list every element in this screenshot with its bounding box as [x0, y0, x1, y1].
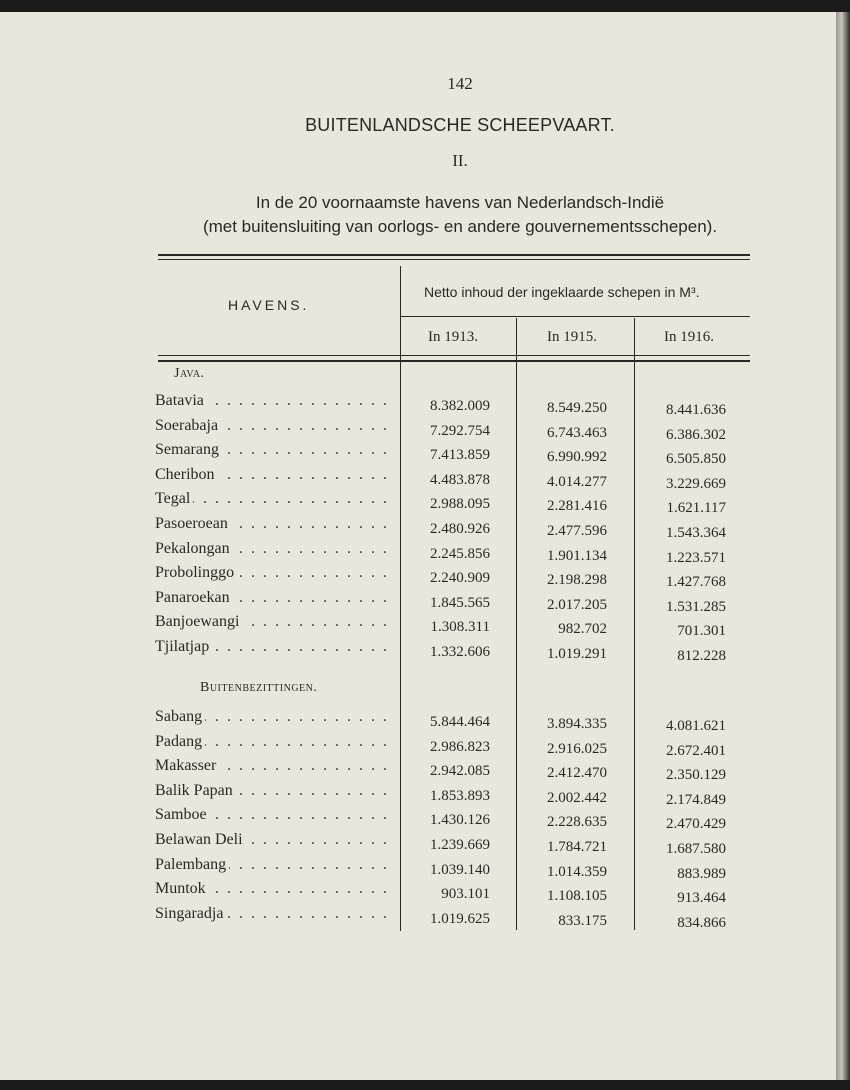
- port-name-text: Sabang: [155, 708, 205, 725]
- value-1913: 2.245.856: [430, 545, 490, 562]
- port-name-text: Muntok: [155, 880, 209, 897]
- value-1915: 6.990.992: [547, 449, 607, 466]
- value-1913: 1.845.565: [430, 594, 490, 611]
- port-name-text: Banjoewangi: [155, 613, 242, 630]
- value-1913: 1.853.893: [430, 787, 490, 804]
- port-name-text: Cheribon: [155, 466, 218, 483]
- port-name: [155, 636, 387, 658]
- subtitle-line-1: In de 20 voornaamste havens van Nederlandsch-Indië: [255, 193, 665, 212]
- value-1915: 2.916.025: [547, 740, 607, 757]
- port-name-text: Soerabaja: [155, 417, 221, 434]
- port-name: [155, 587, 387, 609]
- port-name: [155, 415, 387, 437]
- value-1915: 2.281.416: [547, 498, 607, 515]
- book-edge: [836, 12, 850, 1080]
- value-1916: 8.441.636: [666, 402, 726, 418]
- value-1916: 834.866: [677, 914, 726, 931]
- header-year-1915: In 1915.: [547, 329, 597, 345]
- value-1915: 1.108.105: [547, 888, 607, 905]
- value-1913: 1.308.311: [430, 619, 490, 636]
- value-1915: 2.198.298: [547, 572, 607, 589]
- header-mid-rule: [401, 316, 750, 317]
- port-name: [155, 538, 387, 560]
- value-1916: 812.228: [677, 648, 726, 664]
- port-name-text: Padang: [155, 733, 205, 750]
- port-name: [155, 390, 387, 412]
- section-number: II.: [452, 151, 468, 170]
- value-1916: 1.223.571: [666, 549, 726, 566]
- header-bottom-rule-2: [158, 360, 750, 362]
- port-name: [155, 903, 387, 925]
- value-1915: 833.175: [558, 912, 607, 929]
- section-java: Java.: [174, 366, 205, 381]
- section-buitenbezittingen: Buitenbezittingen.: [200, 680, 318, 695]
- port-name: [155, 706, 387, 728]
- port-name-text: Makasser: [155, 757, 219, 774]
- port-name: [155, 731, 387, 753]
- value-1913: 1.039.140: [430, 861, 490, 878]
- port-name-text: Belawan Deli: [155, 831, 246, 848]
- port-name-text: Pekalongan: [155, 540, 233, 557]
- header-havens: HAVENS.: [228, 297, 310, 313]
- value-1916: 6.386.302: [666, 426, 726, 443]
- value-1915: 6.743.463: [547, 424, 607, 441]
- header-year-1916: In 1916.: [664, 329, 714, 345]
- port-name-text: Semarang: [155, 441, 222, 458]
- value-1916: 2.174.849: [666, 791, 726, 808]
- page-number: 142: [447, 74, 473, 93]
- port-name-text: Batavia: [155, 392, 207, 409]
- value-1913: 7.292.754: [430, 422, 490, 439]
- table-top-rule-2: [158, 259, 750, 260]
- value-1913: 1.019.625: [430, 910, 490, 927]
- subtitle-line-2: (met buitensluiting van oorlogs- en andere gouvernementsschepen).: [202, 217, 718, 236]
- value-1916: 913.464: [677, 890, 726, 907]
- value-1915: 2.017.205: [547, 596, 607, 613]
- port-name: [155, 755, 387, 777]
- port-name: [155, 829, 387, 851]
- value-1913: 2.986.823: [430, 738, 490, 755]
- value-1915: 2.412.470: [547, 765, 607, 782]
- port-name-text: Pasoeroean: [155, 515, 231, 532]
- value-1913: 8.382.009: [430, 398, 490, 414]
- value-1916: 701.301: [677, 623, 726, 640]
- port-name: [155, 854, 387, 876]
- header-year-1913: In 1913.: [428, 329, 478, 345]
- value-1913: 5.844.464: [430, 714, 490, 730]
- port-name-text: Probolinggo: [155, 564, 237, 581]
- header-bottom-rule: [158, 355, 750, 356]
- port-name: [155, 780, 387, 802]
- port-name: [155, 513, 387, 535]
- port-name: [155, 439, 387, 461]
- value-1913: 2.988.095: [430, 496, 490, 513]
- port-name-text: Samboe: [155, 806, 210, 823]
- value-1916: 883.989: [677, 865, 726, 882]
- value-1916: 1.621.117: [666, 500, 726, 517]
- value-1915: 1.019.291: [547, 646, 607, 662]
- value-1916: 6.505.850: [666, 451, 726, 468]
- value-1916: 1.427.768: [666, 574, 726, 591]
- value-1913: 2.240.909: [430, 570, 490, 587]
- port-name: [155, 464, 387, 486]
- port-name: [155, 878, 387, 900]
- value-1913: 1.332.606: [430, 644, 490, 660]
- value-1916: 4.081.621: [666, 718, 726, 734]
- value-1913: 1.239.669: [430, 837, 490, 853]
- port-name-text: Panaroekan: [155, 589, 233, 606]
- value-1916: 1.543.364: [666, 525, 726, 541]
- port-name: [155, 562, 387, 584]
- port-name-text: Tjilatjap: [155, 638, 212, 655]
- value-1915: 2.477.596: [547, 523, 607, 539]
- port-name: [155, 804, 387, 826]
- value-1915: 8.549.250: [547, 400, 607, 416]
- value-1916: 3.229.669: [666, 475, 726, 492]
- table-top-rule: [158, 254, 750, 256]
- value-1916: 2.470.429: [666, 816, 726, 833]
- value-1916: 1.531.285: [666, 598, 726, 615]
- port-name: [155, 611, 387, 633]
- value-1915: 3.894.335: [547, 716, 607, 732]
- port-name-text: Palembang: [155, 856, 229, 873]
- value-1913: 4.483.878: [430, 471, 490, 488]
- value-1915: 1.014.359: [547, 863, 607, 880]
- value-1913: 2.942.085: [430, 763, 490, 780]
- value-1915: 1.901.134: [547, 547, 607, 564]
- value-1915: 4.014.277: [547, 473, 607, 490]
- value-1915: 2.228.635: [547, 814, 607, 831]
- value-1915: 982.702: [558, 621, 607, 638]
- value-1913: 903.101: [441, 886, 490, 903]
- port-name-text: Balik Papan: [155, 782, 236, 799]
- value-1915: 2.002.442: [547, 789, 607, 806]
- page-title: BUITENLANDSCHE SCHEEPVAART.: [305, 115, 615, 135]
- value-1913: 7.413.859: [430, 447, 490, 464]
- value-1916: 1.687.580: [666, 841, 726, 857]
- value-1913: 2.480.926: [430, 521, 490, 537]
- value-1915: 1.784.721: [547, 839, 607, 855]
- value-1916: 2.350.129: [666, 767, 726, 784]
- port-name-text: Singaradja: [155, 905, 226, 922]
- value-1916: 2.672.401: [666, 742, 726, 759]
- port-name: [155, 488, 387, 510]
- port-name-text: Tegal: [155, 490, 193, 507]
- value-1913: 1.430.126: [430, 812, 490, 829]
- header-netto-inhoud: Netto inhoud der ingeklaarde schepen in M³.: [424, 284, 700, 300]
